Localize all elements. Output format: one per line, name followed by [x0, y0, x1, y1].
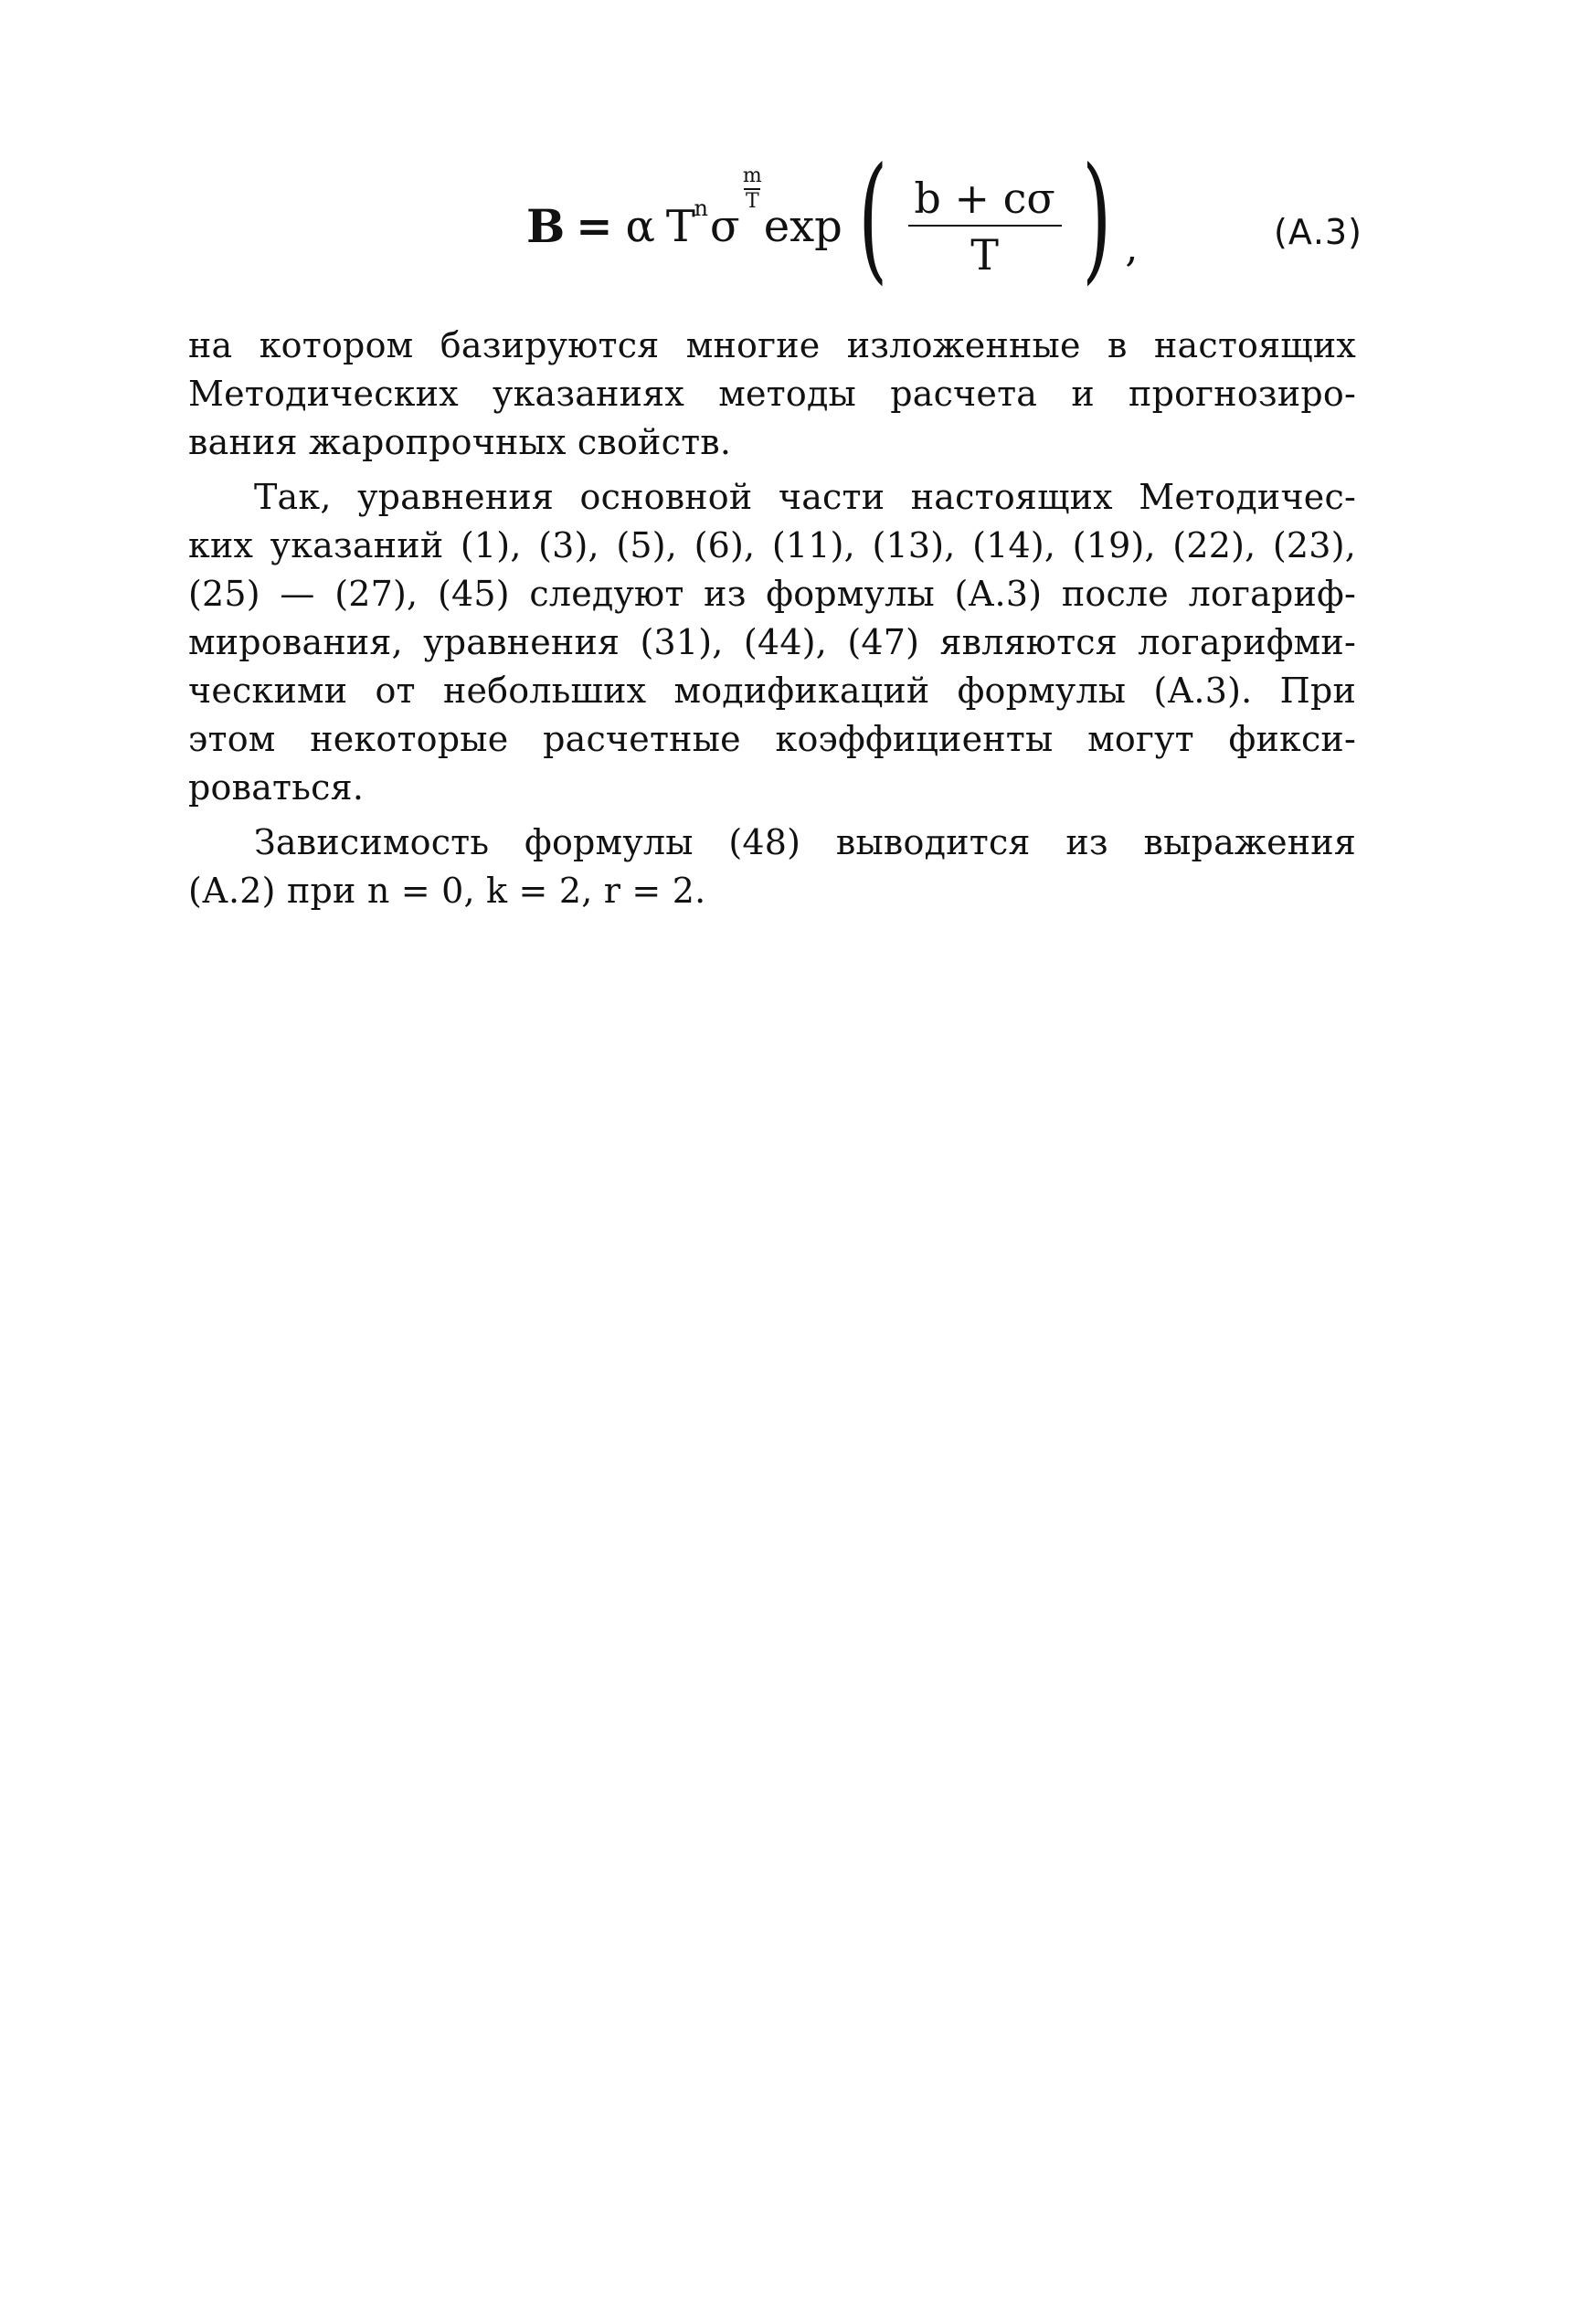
paragraph-2: [188, 473, 1356, 812]
formula-base-t-letter: T: [665, 201, 695, 252]
body-text: [188, 322, 1356, 915]
paragraph-line: (А.2) при n = 0, k = 2, r = 2.: [188, 871, 706, 911]
formula-alpha: α: [625, 201, 655, 252]
paragraph-line: этом некоторые расчетные коэффициенты могут фикси-: [188, 719, 1356, 759]
formula-equals: =: [576, 201, 613, 252]
paragraph-line: Так, уравнения основной части настоящих Методичес-: [254, 477, 1356, 517]
paragraph-line: роваться.: [188, 767, 365, 808]
equation-number: (А.3): [1274, 212, 1362, 252]
formula-lhs: B: [526, 199, 566, 253]
paragraph-1: [188, 322, 1356, 467]
formula-sigma-letter: σ: [709, 201, 740, 252]
paragraph-line: на котором базируются многие изложенные в настоящих: [188, 325, 1356, 365]
paragraph-line: Методических указаниях методы расчета и прогнозиро-: [188, 374, 1356, 414]
formula-right-paren: ): [1081, 139, 1112, 298]
formula-comma: ,: [1125, 225, 1139, 271]
formula-exponent-n: n: [694, 195, 708, 221]
paragraph-line: вания жаропрочных свойств.: [188, 422, 732, 462]
formula-sigma-exponent: [743, 166, 762, 212]
paragraph-line: ческими от небольших модификаций формулы (А.3). При: [188, 671, 1356, 711]
formula-fraction: [901, 174, 1067, 280]
formula-left-paren: (: [858, 139, 888, 298]
paragraph-line: (25) — (27), (45) следуют из формулы (А.3) после логариф-: [188, 574, 1356, 614]
formula-sigma-exponent-num: m: [742, 164, 762, 187]
formula-denominator: T: [970, 230, 999, 280]
formula-numerator: b + cσ: [914, 174, 1055, 223]
paragraph-line: мирования, уравнения (31), (44), (47) являются логарифми-: [188, 622, 1356, 662]
formula-exp: exp: [763, 201, 842, 252]
formula-a3: [526, 139, 1139, 298]
paragraph-line: ких указаний (1), (3), (5), (6), (11), (13), (14), (19), (22), (23),: [188, 525, 1356, 565]
formula-base-t: [665, 195, 708, 252]
paragraph-line: Зависимость формулы (48) выводится из выражения: [254, 822, 1356, 862]
formula-sigma-exponent-den: T: [746, 190, 759, 213]
formula-sigma: [709, 164, 762, 252]
paragraph-3: [188, 819, 1356, 915]
